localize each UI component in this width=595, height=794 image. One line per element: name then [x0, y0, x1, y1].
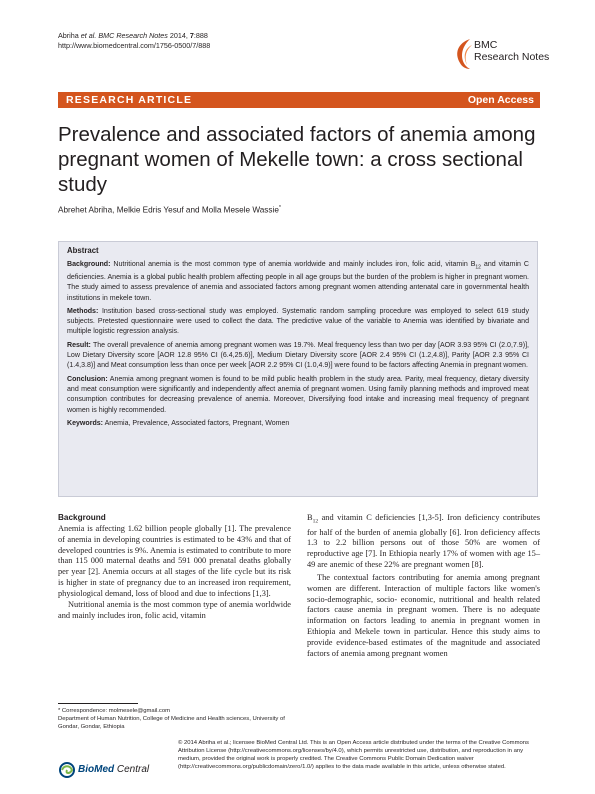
research-article-label: RESEARCH ARTICLE — [66, 94, 193, 106]
keywords-text: Anemia, Prevalence, Associated factors, Pregnant, Women — [103, 419, 290, 427]
bmc-swoosh-icon — [452, 37, 474, 71]
citation-year: 2014, — [167, 31, 190, 40]
open-access-label: Open Access — [467, 94, 534, 106]
citation-page: :888 — [193, 31, 208, 40]
central-word: Central — [114, 764, 150, 775]
background-text-a: Nutritional anemia is the most common type of anemia worldwide and mainly includes iron, folic acid, vitamin B — [110, 261, 476, 269]
header-citation — [58, 31, 210, 51]
corresponding-mark: * — [278, 205, 282, 211]
body-paragraph-2: Nutritional anemia is the most common type of anemia worldwide and mainly includes iron, folic acid, vitamin — [58, 599, 291, 620]
b12-letter: B — [307, 513, 313, 522]
background-text-b: and vitamin C deficiencies. Anemia is a global public health problem affecting people in all age groups but the burden of the problem is higher in pregnant women. The study aimed to assess prevalence of anemia and associated factors among pregnant women attending antenatal care in governmental health institutions in mekele town. — [67, 261, 529, 302]
citation-volume: 7 — [189, 31, 194, 40]
abstract-methods — [67, 307, 529, 338]
biomed-central-logo — [58, 762, 168, 778]
vitamin-subscript: 12 — [475, 264, 481, 271]
citation-authors: Abriha — [58, 31, 81, 40]
body-column-left — [58, 513, 291, 621]
footnote-divider — [58, 703, 138, 704]
abstract-keywords — [67, 419, 529, 429]
author-list — [58, 205, 281, 215]
body-paragraph-1: Anemia is affecting 1.62 billion people globally [1]. The prevalence of anemia in developing countries is estimated to be 43% and that of developed countries is 9%. Anemia is estimated to contribute to more than 115 000 maternal deaths and 591 000 prenatal deaths globally per year [2]. Anemia occurs at all stages of the life cycle but its risk is higher in state of pregnancy due to an increased iron requirement, physiological demand, loss of blood and due to infections [1,3]. — [58, 523, 291, 598]
keywords-label: Keywords: — [67, 419, 104, 427]
conclusion-label: Conclusion: — [67, 375, 108, 383]
result-label: Result: — [67, 341, 91, 349]
author-names: Abrehet Abriha, Melkie Edris Yesuf and Molla Mesele Wassie — [58, 205, 279, 215]
abstract-result — [67, 341, 529, 372]
methods-text: Institution based cross-sectional study was employed. Systematic random sampling procedure was employed to select 619 study subjects. Pretested questionnaire were used to collect the data. The predictive value of the variable to Anemia was identified by bivariate and multiple logistic regression analysis. — [67, 307, 529, 336]
citation-journal: et al. BMC Research Notes — [80, 31, 168, 40]
footnote — [58, 707, 293, 731]
bmc-research-notes-logo — [452, 37, 552, 77]
methods-label: Methods: — [67, 307, 99, 315]
body-paragraph-3 — [307, 513, 540, 571]
article-type-banner — [58, 92, 540, 108]
background-heading: Background — [58, 513, 106, 522]
abstract-conclusion — [67, 375, 529, 416]
abstract-box — [58, 241, 538, 497]
affiliation: Department of Human Nutrition, College of Medicine and Health sciences, University of Gondar, Gondar, Ethiopia — [58, 716, 285, 730]
abstract-background — [67, 260, 529, 304]
result-text: The overall prevalence of anemia among pregnant women was 19.7%. Meal frequency less than two per day [AOR 3.93 95% CI (2.0,7.9)], Low Dietary Diversity score [AOR 12.8 95% CI (6.4,25.6)], Medium Dietary Diversity score [AOR 2.4 95% CI (1.2,4.8)], Parity [AOR 2.3 95% CI (1.4,3.8)] and Meat consumption less than once per week [AOR 2.2 95% CI (1.0,4.9)] were found to be factors affecting Anemia in pregnant women. — [67, 341, 529, 370]
biomed-word: BioMed — [78, 764, 115, 775]
article-url[interactable]: http://www.biomedcentral.com/1756-0500/7/888 — [58, 41, 211, 50]
copyright-notice: © 2014 Abriha et al.; licensee BioMed Central Ltd. This is an Open Access article distributed under the terms of the Creative Commons Attribution License (http://creativecommons.org/licenses/by/4.0), which permits unrestricted use, distribution, and reproduction in any medium, provided the original work is properly credited. The Creative Commons Public Domain Dedication waiver (http://creativecommons.org/publicdomain/zero/1.0/) applies to the data made available in this article, unless otherwise stated. — [178, 740, 529, 770]
background-label: Background: — [67, 261, 111, 269]
abstract-heading: Abstract — [67, 246, 99, 255]
body-column-right — [307, 513, 540, 660]
logo-line1: BMC — [474, 39, 498, 51]
article-title: Prevalence and associated factors of anemia among pregnant women of Mekelle town: a cross sectional study — [58, 123, 536, 196]
logo-line2: Research Notes — [474, 51, 550, 63]
biomed-central-swirl-icon — [58, 762, 76, 778]
conclusion-text: Anemia among pregnant women is found to be mild public health problem in the study area. Parity, meal frequency, dietary diversity and meat consumption were significantly and independently affect anemia of pregnant women. Using family planning methods and improved meat consumption contributes for decreasing prevalence of anemia. Moreover, Diversifying food intake and increasing meal frequency of pregnant women is highly recommended. — [67, 375, 529, 414]
b12-subscript: 12 — [312, 518, 319, 525]
body-paragraph-4: The contextual factors contributing for anemia among pregnant women are different. Interaction of multiple factors like women's socio-demographic, socio- economic, nutritional and health related factors cause anemia in pregnant women. There is no adequate information on factors leading to anemia in pregnant women in Ethiopia and Mekele town in particular. Hence this study aims to provide evidence-based estimates of the magnitude and associated factors of anemia among pregnant women — [307, 572, 540, 658]
correspondence-email: * Correspondence: molmesele@gmail.com — [58, 708, 171, 714]
body-paragraph-3-text: and vitamin C deficiencies [1,3-5]. Iron deficiency contributes for half of the burden of anemia globally [6]. Iron deficiency affects 1.3 to 2.2 billion persons out of those 50% are women of reproductive age [7]. In Ethiopia nearly 17% of women with age 15–49 are anemic of these 22% are pregnant women [8]. — [307, 513, 540, 570]
